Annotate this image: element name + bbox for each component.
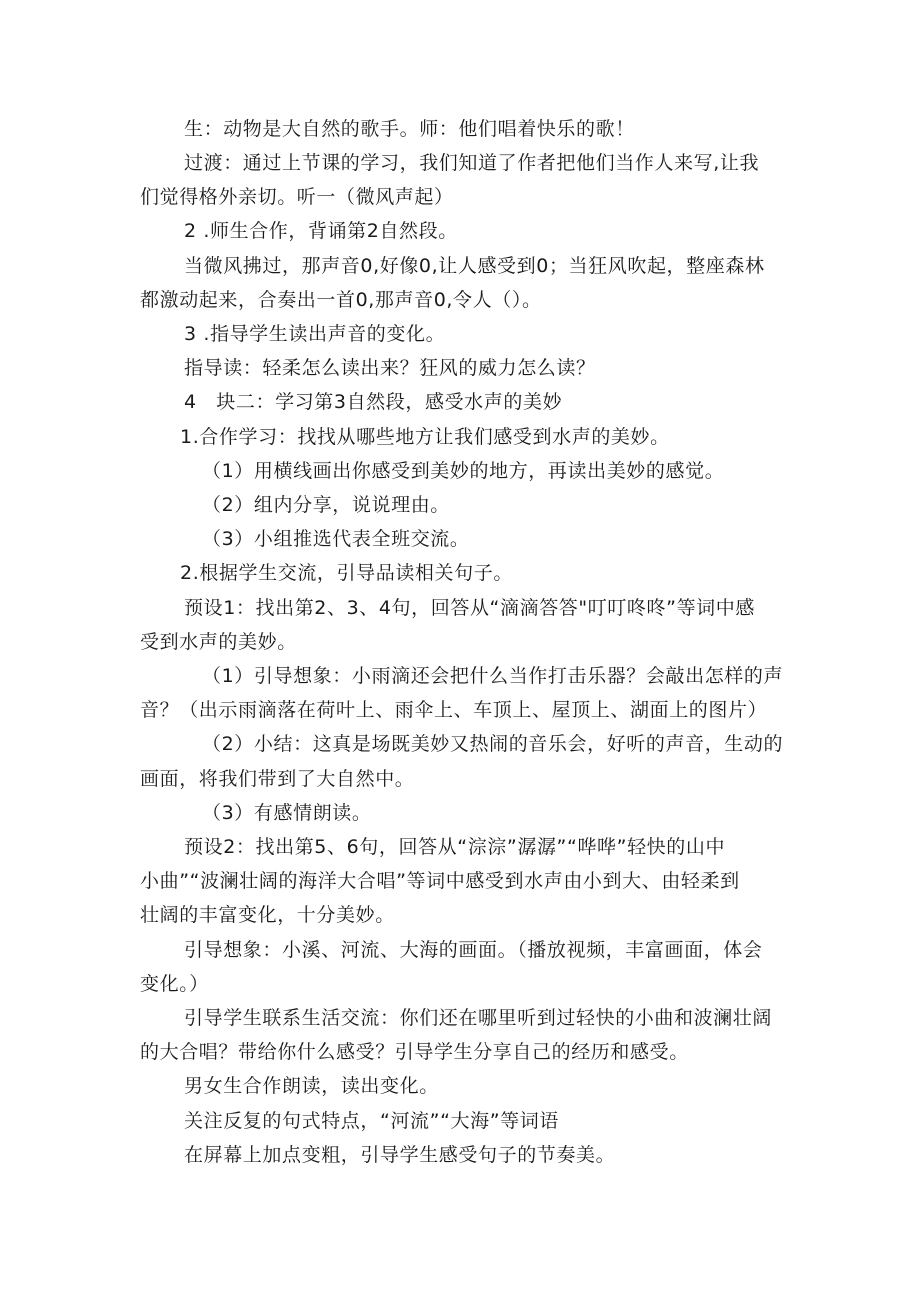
text-line: 3 .指导学生读出声音的变化。 (184, 323, 446, 345)
text-line: 生：动物是大自然的歌手。师：他们唱着快乐的歌！ (184, 118, 635, 140)
text-line: 受到水声的美妙。 (140, 631, 297, 653)
text-line: （2）小结：这真是场既美妙又热闹的音乐会，好听的声音，生动的 (202, 733, 784, 755)
text-line: 当微风拂过，那声音0,好像0,让人感受到0；当狂风吹起，整座森林 (184, 255, 765, 277)
text-line: 过渡：通过上节课的学习，我们知道了作者把他们当作人来写,让我 (184, 152, 760, 174)
text-line: 在屏幕上加点变粗，引导学生感受句子的节奏美。 (184, 1144, 616, 1166)
text-line: 引导学生联系生活交流：你们还在哪里听到过轻快的小曲和波澜壮阔 (184, 1007, 773, 1029)
text-line: 都激动起来，合奏出一首0,那声音0,令人（）。 (140, 289, 542, 311)
text-line: 2.根据学生交流，引导品读相关句子。 (180, 562, 513, 584)
text-line: 1.合作学习：找找从哪些地方让我们感受到水声的美妙。 (180, 426, 670, 448)
text-line: 音？（出示雨滴落在荷叶上、雨伞上、车顶上、屋顶上、湖面上的图片） (140, 699, 768, 721)
text-line: 2 .师生合作，背诵第2自然段。 (184, 220, 458, 242)
text-line: 关注反复的句式特点，“河流”“大海”等词语 (184, 1110, 559, 1132)
text-line: 指导读：轻柔怎么读出来？狂风的威力怎么读？ (184, 357, 596, 379)
text-line: （1）引导想象：小雨滴还会把什么当作打击乐器？会敲出怎样的声 (202, 665, 784, 687)
text-line: 4 块二：学习第3自然段，感受水声的美妙 (184, 391, 563, 413)
text-line: 变化。） (140, 973, 209, 995)
text-line: （1）用横线画出你感受到美妙的地方，再读出美妙的感觉。 (202, 460, 725, 482)
text-line: （3）有感情朗读。 (202, 802, 372, 824)
text-line: 引导想象：小溪、河流、大海的画面。（播放视频，丰富画面，体会 (184, 939, 763, 961)
text-line: 预设1：找出第2、3、4句，回答从“滴滴答答"叮叮咚咚”等词中感 (184, 597, 755, 619)
text-line: （3）小组推选代表全班交流。 (202, 528, 470, 550)
text-line: 预设2：找出第5、6句，回答从“淙淙”潺潺”“哗哗”轻快的山中 (184, 836, 726, 858)
text-line: （2）组内分享，说说理由。 (202, 494, 450, 516)
text-line: 壮阔的丰富变化，十分美妙。 (140, 904, 395, 926)
text-line: 的大合唱？带给你什么感受？引导学生分享自己的经历和感受。 (140, 1041, 689, 1063)
text-line: 们觉得格外亲切。听一（微风声起） (140, 186, 454, 208)
text-line: 男女生合作朗读，读出变化。 (184, 1075, 439, 1097)
text-line: 画面，将我们带到了大自然中。 (140, 768, 415, 790)
text-line: 小曲”“波澜壮阔的海洋大合唱”等词中感受到水声由小到大、由轻柔到 (140, 870, 740, 892)
